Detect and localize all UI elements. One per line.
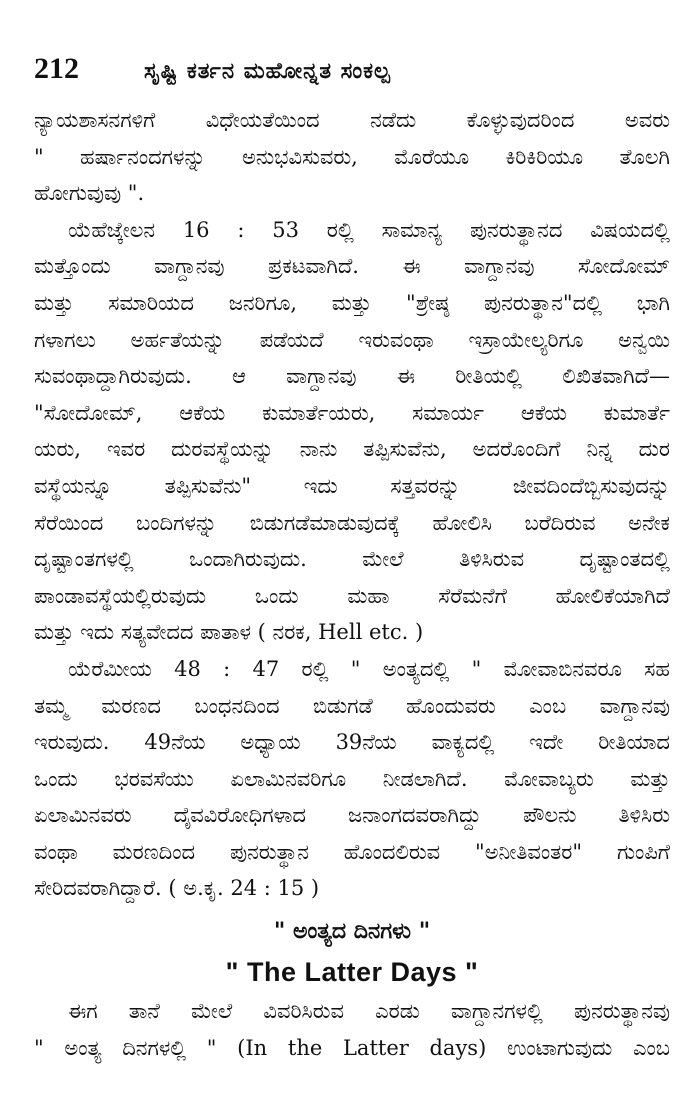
paragraph-1 [34,102,670,212]
text-line: ಗಳಾಗಲು ಅರ್ಹತೆಯನ್ನು ಪಡೆಯದೆ ಇರುವಂಥಾ ಇಸ್ರಾಯೇಲ್ಯರಿಗೂ ಅನ್ವಯಿ [34,327,670,352]
text-line: ಮತ್ತು ಸಮಾರಿಯದ ಜನರಿಗೂ, ಮತ್ತು "ಶ್ರೇಷ್ಠ ಪುನರುತ್ಥಾನ"ದಲ್ಲಿ ಭಾಗಿ [34,290,670,315]
text-line: ಇರುವುದು. 49ನೆಯ ಅಧ್ಯಾಯ 39ನೆಯ ವಾಕ್ಯದಲ್ಲಿ ಇದೇ ರೀತಿಯಾದ [34,730,670,755]
text-line: ಯೆರೆಮೀಯ 48 : 47 ರಲ್ಲಿ " ಅಂತ್ಯದಲ್ಲಿ " ಮೋವಾಬಿನವರೂ ಸಹ [68,656,670,681]
paragraph-4 [34,993,670,1066]
text-line: ಸೇರಿದವರಾಗಿದ್ದಾರೆ. ( ಅ.ಕೃ. 24 : 15 ) [34,876,320,901]
section-heading-english: " The Latter Days " [225,957,479,988]
text-line: ಪಾಂಡಾವಸ್ಥೆಯಲ್ಲಿರುವುದು ಒಂದು ಮಹಾ ಸೆರೆಮನೆಗೆ ಹೋಲಿಕೆಯಾಗಿದೆ [34,583,670,608]
text-line: ಮತ್ತೊಂದು ವಾಗ್ದಾನವು ಪ್ರಕಟವಾಗಿದೆ. ಈ ವಾಗ್ದಾನವು ಸೋದೋಮ್ [34,254,670,279]
text-line: ಯೆಹೆಜ್ಕೇಲನ 16 : 53 ರಲ್ಲಿ ಸಾಮಾನ್ಯ ಪುನರುತ್ಥಾನದ ವಿಷಯದಲ್ಲಿ [68,217,670,242]
page-header [34,52,670,98]
text-line: ತಮ್ಮ ಮರಣದ ಬಂಧನದಿಂದ ಬಿಡುಗಡೆ ಹೊಂದುವರು ಎಂಬ ವಾಗ್ದಾನವು [34,693,670,718]
text-line: " ಹರ್ಷಾನಂದಗಳನ್ನು ಅನುಭವಿಸುವರು, ಮೊರೆಯೂ ಕಿರಿಕಿರಿಯೂ ತೊಲಗಿ [34,144,670,169]
paragraph-2 [34,212,670,651]
text-line: ವಸ್ಥೆಯನ್ನೂ ತಪ್ಪಿಸುವೆನು" ಇದು ಸತ್ತವರನ್ನು ಜೀವದಿಂದೆಬ್ಬಿಸುವುದನ್ನು [34,473,670,498]
text-line: ದೃಷ್ಟಾಂತಗಳಲ್ಲಿ ಒಂದಾಗಿರುವುದು. ಮೇಲೆ ತಿಳಿಸಿರುವ ದೃಷ್ಟಾಂತದಲ್ಲಿ [34,547,670,572]
body-text [34,102,670,1066]
text-line: ನ್ಯಾಯಶಾಸನಗಳಿಗೆ ವಿಧೇಯತೆಯಿಂದ ನಡೆದು ಕೊಳ್ಳುವುದರಿಂದ ಅವರು [34,108,670,132]
text-line: ಸೆರೆಯಿಂದ ಬಂದಿಗಳನ್ನು ಬಿಡುಗಡೆಮಾಡುವುದಕ್ಕೆ ಹೋಲಿಸಿ ಬರೆದಿರುವ ಅನೇಕ [34,510,670,535]
text-line: " ಅಂತ್ಯ ದಿನಗಳಲ್ಲಿ " (In the Latter days) ಉಂಟಾಗುವುದು ಎಂಬ [34,1035,670,1060]
text-line: ಒಂದು ಭರವಸೆಯು ಏಲಾಮಿನವರಿಗೂ ನೀಡಲಾಗಿದೆ. ಮೋವಾಬ್ಯರು ಮತ್ತು [34,766,670,791]
text-line: ವಂಥಾ ಮರಣದಿಂದ ಪುನರುತ್ಥಾನ ಹೊಂದಲಿರುವ "ಅನೀತಿವಂತರ" ಗುಂಪಿಗೆ [34,839,670,864]
text-line: ಈಗ ತಾನೆ ಮೇಲೆ ವಿವರಿಸಿರುವ ಎರಡು ವಾಗ್ದಾನಗಳಲ್ಲಿ ಪುನರುತ್ಥಾನವು [68,999,670,1024]
paragraph-3 [34,651,670,907]
text-line: ಮತ್ತು ಇದು ಸತ್ಯವೇದದ ಪಾತಾಳ ( ನರಕ, Hell etc. ) [34,620,424,645]
text-line: ಸುವಂಥಾದ್ದಾಗಿರುವುದು. ಆ ವಾಗ್ದಾನವು ಈ ರೀತಿಯಲ್ಲಿ ಲಿಖಿತವಾಗಿದೆ— [34,364,670,389]
text-line: "ಸೋದೋಮ್, ಆಕೆಯ ಕುಮಾರ್ತೆಯರು, ಸಮಾರ್ಯ ಆಕೆಯ ಕುಮಾರ್ತೆ [34,400,670,425]
text-line: ಯರು, ಇವರ ದುರವಸ್ಥೆಯನ್ನು ನಾನು ತಪ್ಪಿಸುವೆನು, ಅದರೊಂದಿಗೆ ನಿನ್ನ ದುರ [34,437,670,462]
section-heading-kannada: " ಅಂತ್ಯದ ದಿನಗಳು " [273,918,431,945]
running-title: ಸೃಷ್ಟಿ ಕರ್ತನ ಮಹೋನ್ನತ ಸಂಕಲ್ಪ [144,58,391,84]
page-number: 212 [34,52,79,85]
text-line: ಏಲಾಮಿನವರು ದೈವವಿರೋಧಿಗಳಾದ ಜನಾಂಗದವರಾಗಿದ್ದು ಪೌಲನು ತಿಳಿಸಿರು [34,803,670,828]
text-line: ಹೋಗುವುವು ". [34,181,145,206]
